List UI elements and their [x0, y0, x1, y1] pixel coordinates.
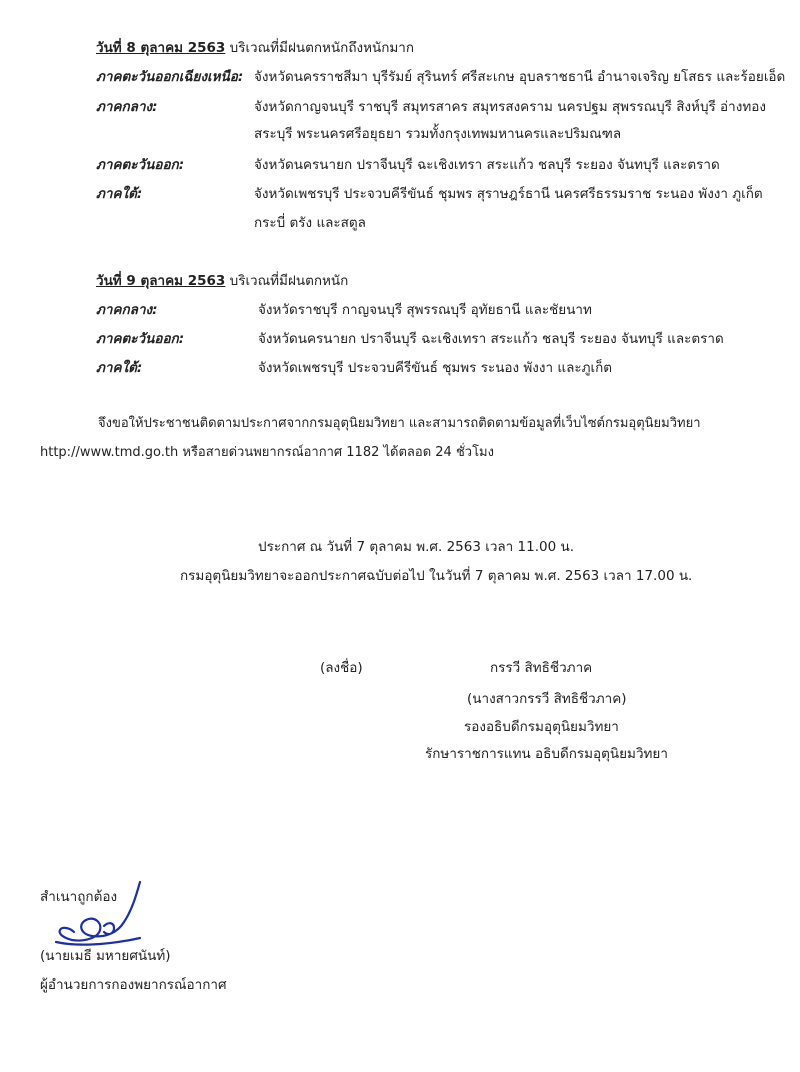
- signer-title-deputy: รองอธิบดีกรมอุตุนิยมวิทยา: [464, 719, 619, 735]
- day8-region-central-provinces-line2: สระบุรี พระนครศรีอยุธยา รวมทั้งกรุงเทพมหานครและปริมณฑล: [254, 126, 622, 142]
- certified-label: สำเนาถูกต้อง: [40, 889, 118, 905]
- certified-name: (นายเมธี มหายศนันท์): [40, 948, 171, 964]
- signature-scribble-icon: [44, 876, 154, 956]
- signed-name: กรรวี สิทธิชีวภาค: [490, 660, 593, 676]
- day9-heading-text: บริเวณที่มีฝนตกหนัก: [225, 273, 349, 289]
- certified-position: ผู้อำนวยการกองพยากรณ์อากาศ: [40, 977, 227, 993]
- day9-heading: [96, 271, 348, 291]
- day9-region-central-label: ภาคกลาง:: [96, 302, 158, 318]
- day8-region-south-provinces-line2: กระบี่ ตรัง และสตูล: [254, 215, 366, 231]
- day9-region-east-provinces: จังหวัดนครนายก ปราจีนบุรี ฉะเชิงเทรา สระแก้ว ชลบุรี ระยอง จันทบุรี และตราด: [258, 331, 724, 347]
- day8-region-east-provinces: จังหวัดนครนายก ปราจีนบุรี ฉะเชิงเทรา สระแก้ว ชลบุรี ระยอง จันทบุรี และตราด: [254, 157, 720, 173]
- signed-label: (ลงชื่อ): [320, 660, 363, 676]
- announcement-next: กรมอุตุนิยมวิทยาจะออกประกาศฉบับต่อไป ในวันที่ 7 ตุลาคม พ.ศ. 2563 เวลา 17.00 น.: [180, 568, 693, 584]
- announcement-date: ประกาศ ณ วันที่ 7 ตุลาคม พ.ศ. 2563 เวลา 11.00 น.: [258, 539, 575, 555]
- day8-region-south-provinces-line1: จังหวัดเพชรบุรี ประจวบคีรีขันธ์ ชุมพร สุราษฎร์ธานี นครศรีธรรมราช ระนอง พังงา ภูเก็ต: [254, 186, 763, 202]
- day9-region-south-label: ภาคใต้:: [96, 360, 143, 376]
- day8-heading: [96, 38, 414, 58]
- signer-title-acting: รักษาราชการแทน อธิบดีกรมอุตุนิยมวิทยา: [425, 746, 668, 762]
- advice-line1: จึงขอให้ประชาชนติดตามประกาศจากกรมอุตุนิยมวิทยา และสามารถติดตามข้อมูลที่เว็บไซต์กรมอุตุนิยมวิทยา: [98, 416, 701, 431]
- day9-region-central-provinces: จังหวัดราชบุรี กาญจนบุรี สุพรรณบุรี อุทัยธานี และชัยนาท: [258, 302, 592, 318]
- day8-heading-text: บริเวณที่มีฝนตกหนักถึงหนักมาก: [225, 40, 415, 56]
- day8-date: วันที่ 8 ตุลาคม 2563: [96, 40, 226, 56]
- day8-region-east-label: ภาคตะวันออก:: [96, 157, 185, 173]
- signer-full-name: (นางสาวกรรวี สิทธิชีวภาค): [467, 691, 627, 707]
- day8-region-south-label: ภาคใต้:: [96, 186, 143, 202]
- day9-region-south-provinces: จังหวัดเพชรบุรี ประจวบคีรีขันธ์ ชุมพร ระนอง พังงา และภูเก็ต: [258, 360, 613, 376]
- day8-region-central-label: ภาคกลาง:: [96, 99, 158, 115]
- day9-region-east-label: ภาคตะวันออก:: [96, 331, 185, 347]
- day8-region-central-provinces-line1: จังหวัดกาญจนบุรี ราชบุรี สมุทรสาคร สมุทรสงคราม นครปฐม สุพรรณบุรี สิงห์บุรี อ่างทอง: [254, 99, 766, 115]
- day8-region-northeast-label: ภาคตะวันออกเฉียงเหนือ:: [96, 69, 244, 85]
- day9-date: วันที่ 9 ตุลาคม 2563: [96, 273, 226, 289]
- advice-line2: http://www.tmd.go.th หรือสายด่วนพยากรณ์อากาศ 1182 ได้ตลอด 24 ชั่วโมง: [40, 445, 494, 460]
- day8-region-northeast-provinces: จังหวัดนครราชสีมา บุรีรัมย์ สุรินทร์ ศรีสะเกษ อุบลราชธานี อำนาจเจริญ ยโสธร และร้อยเอ็ด: [254, 69, 786, 85]
